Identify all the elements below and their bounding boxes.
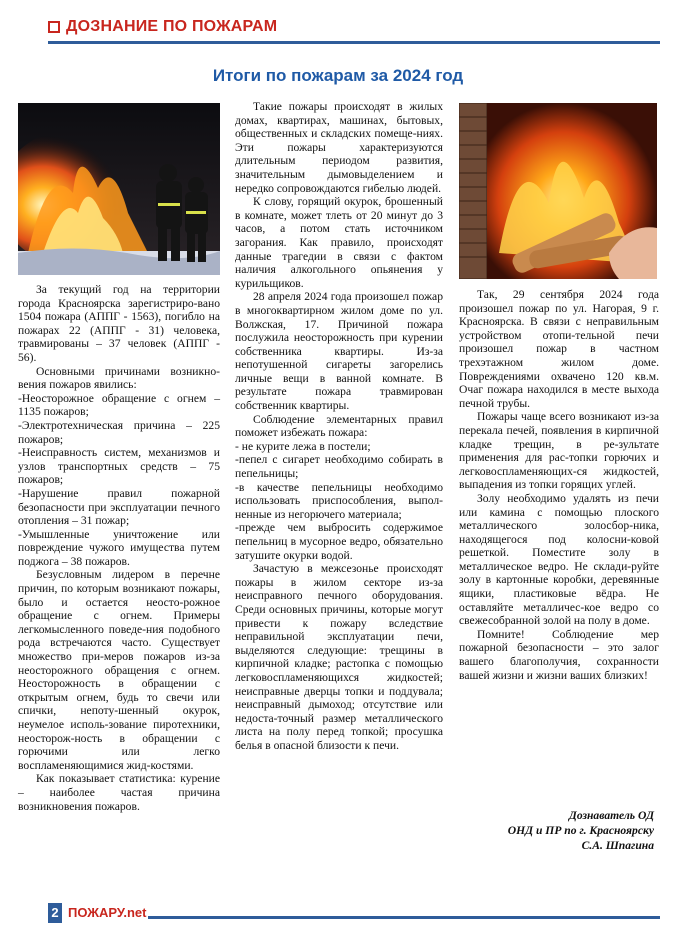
list-item: -Умышленные уничтожение или повреждение чужого имущества путем поджога – 38 пожаров.	[18, 527, 220, 568]
section-title: ДОЗНАНИЕ ПО ПОЖАРАМ	[66, 18, 278, 35]
page-footer	[48, 903, 660, 927]
paragraph: Основными причинами возникно-вения пожаров явились:	[18, 364, 220, 392]
firefighters-photo	[18, 103, 220, 275]
signature-position: Дознаватель ОД	[568, 809, 654, 822]
paragraph: За текущий год на территории города Красноярска зарегистриро-вано 1504 пожара (АППГ - 1563), погибло на пожарах 22 (АППГ - 31) человека, травмированы – 37 человек (АППГ - 56).	[18, 283, 220, 364]
paragraph: Золу необходимо удалять из печи или камина с помощью плоского металлического золосбор-ника, находящегося под колосни-ковой решеткой. Поместите золу в металлическое ведро. Не склади-руйте золу в картонные коробки, деревянные ящики, пластиковые вёдра. Не оставляйте металличес-кое ведро со свежесобранной золой на полу в доме.	[459, 491, 659, 628]
author-signature	[508, 808, 654, 853]
brand-logo-text: ПОЖАРУ.net	[68, 905, 147, 920]
list-item: -Электротехническая причина – 225 пожаров;	[18, 418, 220, 446]
footer-rule	[148, 916, 660, 919]
list-item: -прежде чем выбросить содержимое пепельниц в мусорное ведро, обязательно затушите окурки водой.	[235, 521, 443, 562]
paragraph: Пожары чаще всего возникают из-за перекала печей, появления в кирпичной кладке трещин, в ре-зультате применения для рас-топки горючих и легковоспламеняющих-ся жидкостей, выпадения из топки горящих углей.	[459, 410, 659, 492]
column-left	[18, 283, 220, 813]
header-rule	[48, 41, 660, 44]
list-item: -Неосторожное обращение с огнем – 1135 пожаров;	[18, 391, 220, 419]
paragraph: Зачастую в межсезонье происходят пожары в жилом секторе из-за неисправного печного оборудования. Среди основных причины, которые могут привести к пожару вследствие неправильной эксплуатации печи, выделяются следующие: трещины в кирпичной кладке; растопка с помощью легковоспламеняющихся жидкостей; неисправные дверцы топки и поддувала; неисправный дымоход; отсутствие или недоста-точный размер металлического листа на полу перед топкой; просушка белья в опасной близости к печи.	[235, 562, 443, 752]
list-item: -Неисправность систем, механизмов и узлов транспортных средств – 75 пожаров;	[18, 446, 220, 487]
paragraph: Как показывает статистика: курение – наиболее частая причина возникновения пожаров.	[18, 772, 220, 813]
section-header	[48, 18, 660, 46]
list-item: -пепел с сигарет необходимо собирать в пепельницы;	[235, 453, 443, 481]
page-number: 2	[48, 903, 62, 923]
list-item: -в качестве пепельницы необходимо использовать приспособления, выпол-ненные из негорючего материала;	[235, 480, 443, 521]
fireplace-photo	[459, 103, 657, 279]
signature-department: ОНД и ПР по г. Красноярску	[507, 824, 654, 837]
paragraph: Так, 29 сентября 2024 года произошел пожар по ул. Нагорая, 9 г. Красноярска. В связи с неправильным устройством отопи-тельной печи произошел пожар в частном трехэтажном жилом доме. Повреждениями охвачено 120 кв.м. Очаг пожара находился в месте выхода печной трубы.	[459, 288, 659, 410]
signature-name: С.А. Шпагина	[581, 839, 654, 852]
list-item: - не курите лежа в постели;	[235, 439, 371, 453]
article-title: Итоги по пожарам за 2024 год	[212, 66, 464, 85]
paragraph: Помните! Соблюдение мер пожарной безопасности – это залог вашего благополучия, сохранности вашей жизни и жизни ваших близких!	[459, 627, 659, 682]
column-middle	[235, 100, 443, 753]
list-item: -Нарушение правил пожарной безопасности при эксплуатации печного отопления – 31 пожар;	[18, 486, 220, 528]
paragraph: Безусловным лидером в перечне причин, по которым возникают пожары, было и остается неосто-рожное обращение с огнем. Примеры легкомысленного поведе-ния подобного рода встречаются часто. Существует множество при-меров пожаров из-за неосторожного обращения с огнем. Неосторожность в обращении с открытым огнем, будь то свечи или спички, непоту-шенный окурок, неумелое исполь-зование пиротехники, неосторож-ность в обращении с горючими или легко воспламеняющимися жид-костями.	[18, 568, 220, 772]
paragraph: 28 апреля 2024 года произошел пожар в многоквартирном жилом доме по ул. Волжская, 17. Причиной пожара послужила неосторожность при курении собственника квартиры. Из-за непотушенной сигареты загорелись личные вещи в ванной комнате. В результате пожара травмирован собственник квартиры.	[235, 290, 443, 413]
paragraph: Такие пожары происходят в жилых домах, квартирах, машинах, бытовых, общественных и складских помеще-ниях. Эти пожары характеризуются длительным периодом развития, значительным дымовыделением и нередко сопровождаются гибелью людей.	[235, 100, 443, 195]
paragraph: К слову, горящий окурок, брошенный в комнате, может тлеть от 20 минут до 3 часов, а потом стать источником загорания. Как правило, происходят данные трагедии в связи с фактом наличия алкогольного опьянения у курильщиков.	[235, 195, 443, 290]
paragraph: Соблюдение элементарных правил поможет избежать пожара:	[235, 412, 443, 440]
column-right	[459, 288, 659, 682]
checkbox-icon	[48, 21, 60, 33]
